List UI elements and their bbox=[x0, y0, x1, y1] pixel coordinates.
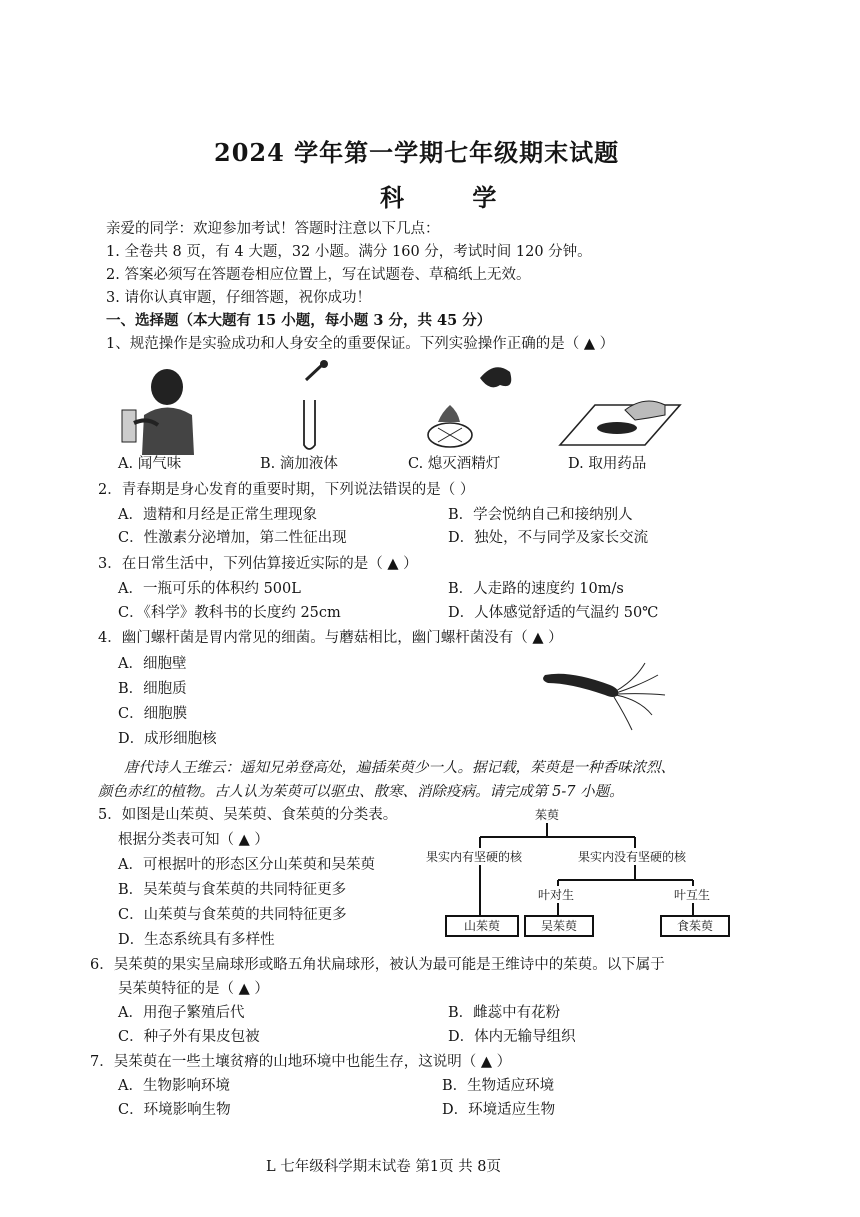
question-2-option-b[interactable]: B．学会悦纳自己和接纳别人 bbox=[448, 507, 633, 523]
question-4-option-d[interactable]: D．成形细胞核 bbox=[118, 731, 217, 747]
person-smelling-icon bbox=[112, 365, 222, 455]
tree-left-branch: 果实内有坚硬的核 bbox=[426, 850, 523, 864]
question-4-option-c[interactable]: C．细胞膜 bbox=[118, 706, 188, 722]
instruction-item: 3. 请你认真审题，仔细答题，祝你成功！ bbox=[106, 290, 371, 306]
question-2-option-d[interactable]: D．独处，不与同学及家长交流 bbox=[448, 530, 649, 546]
hand-powder-icon bbox=[555, 370, 685, 450]
question-7-stem: 7．吴茱萸在一些土壤贫瘠的山地环境中也能生存，这说明（ ▲ ） bbox=[90, 1054, 512, 1070]
question-1-option-b[interactable]: B. 滴加液体 bbox=[260, 456, 338, 472]
question-5-stem-continued: 根据分类表可知（ ▲ ） bbox=[118, 832, 269, 848]
instruction-item: 2. 答案必须写在答题卷相应位置上，写在试题卷、草稿纸上无效。 bbox=[106, 267, 531, 283]
question-6-option-a[interactable]: A．用孢子繁殖后代 bbox=[118, 1005, 245, 1021]
tree-right-branch: 果实内没有坚硬的核 bbox=[578, 850, 687, 864]
tree-leaf-shan: 山茱萸 bbox=[445, 915, 519, 937]
question-6-option-d[interactable]: D．体内无输导组织 bbox=[448, 1029, 576, 1045]
question-2-option-a[interactable]: A．遗精和月经是正常生理现象 bbox=[118, 507, 317, 523]
question-3-stem: 3．在日常生活中，下列估算接近实际的是（ ▲ ） bbox=[98, 556, 418, 572]
question-4-option-b[interactable]: B．细胞质 bbox=[118, 681, 187, 697]
instruction-item: 1. 全卷共 8 页，有 4 大题，32 小题。满分 160 分，考试时间 120 分钟。 bbox=[106, 244, 592, 260]
tree-root: 茱萸 bbox=[535, 808, 560, 822]
tree-leaf-shi: 食茱萸 bbox=[660, 915, 730, 937]
question-3-option-c[interactable]: C．《科学》教科书的长度约 25cm bbox=[118, 605, 341, 621]
question-5-stem: 5．如图是山茱萸、吴茱萸、食茱萸的分类表。 bbox=[98, 807, 398, 823]
question-1-stem: 1、规范操作是实验成功和人身安全的重要保证。下列实验操作正确的是（ ▲ ） bbox=[106, 336, 615, 352]
tree-alternate-leaves: 叶互生 bbox=[674, 888, 711, 902]
instructions-greeting: 亲爱的同学：欢迎参加考试！答题时注意以下几点： bbox=[106, 221, 440, 237]
question-1-option-d[interactable]: D. 取用药品 bbox=[568, 456, 647, 472]
subject-title: 科 学 bbox=[380, 183, 527, 212]
section-heading: 一、选择题（本大题有 15 小题，每小题 3 分，共 45 分） bbox=[106, 312, 492, 329]
question-7-option-c[interactable]: C．环境影响生物 bbox=[118, 1102, 231, 1118]
alcohol-lamp-icon bbox=[420, 360, 520, 455]
question-1-option-c[interactable]: C. 熄灭酒精灯 bbox=[408, 456, 501, 472]
tree-opposite-leaves: 叶对生 bbox=[538, 888, 575, 902]
question-3-option-b[interactable]: B．人走路的速度约 10m/s bbox=[448, 581, 624, 597]
question-4-option-a[interactable]: A．细胞壁 bbox=[118, 656, 187, 672]
question-5-option-a[interactable]: A．可根据叶的形态区分山茱萸和吴茱萸 bbox=[118, 857, 375, 873]
question-7-option-a[interactable]: A．生物影响环境 bbox=[118, 1078, 230, 1094]
question-1-option-a[interactable]: A. 闻气味 bbox=[118, 456, 182, 472]
question-6-stem: 6．吴茱萸的果实呈扁球形或略五角状扁球形，被认为最可能是王维诗中的茱萸。以下属于 bbox=[90, 957, 665, 973]
poem-passage-line-2: 颜色赤红的植物。古人认为茱萸可以驱虫、散寒、消除疫病。请完成第 5-7 小题。 bbox=[98, 784, 624, 800]
question-3-option-d[interactable]: D．人体感觉舒适的气温约 50℃ bbox=[448, 605, 659, 621]
poem-passage-line-1: 唐代诗人王维云：遥知兄弟登高处，遍插茱萸少一人。据记载，茱萸是一种香味浓烈、 bbox=[124, 760, 675, 776]
question-6-option-c[interactable]: C．种子外有果皮包被 bbox=[118, 1029, 260, 1045]
question-3-option-a[interactable]: A．一瓶可乐的体积约 500L bbox=[118, 581, 301, 597]
question-7-option-b[interactable]: B．生物适应环境 bbox=[442, 1078, 555, 1094]
question-2-option-c[interactable]: C．性激素分泌增加，第二性征出现 bbox=[118, 530, 347, 546]
question-6-option-b[interactable]: B．雌蕊中有花粉 bbox=[448, 1005, 561, 1021]
page-footer: L 七年级科学期末试卷 第1页 共 8页 bbox=[266, 1159, 502, 1175]
tree-leaf-wu: 吴茱萸 bbox=[524, 915, 594, 937]
exam-title: 2024 学年第一学期七年级期末试题 bbox=[214, 138, 620, 167]
question-5-option-d[interactable]: D．生态系统具有多样性 bbox=[118, 932, 275, 948]
question-4-stem: 4．幽门螺杆菌是胃内常见的细菌。与蘑菇相比，幽门螺杆菌没有（ ▲ ） bbox=[98, 630, 563, 646]
question-2-stem: 2．青春期是身心发育的重要时期，下列说法错误的是（ ） bbox=[98, 482, 475, 498]
question-5-option-c[interactable]: C．山茱萸与食茱萸的共同特征更多 bbox=[118, 907, 347, 923]
question-6-stem-continued: 吴茱萸特征的是（ ▲ ） bbox=[118, 981, 269, 997]
question-5-option-b[interactable]: B．吴茱萸与食茱萸的共同特征更多 bbox=[118, 882, 347, 898]
bacterium-icon bbox=[540, 655, 680, 735]
dropper-tube-icon bbox=[287, 360, 347, 455]
question-7-option-d[interactable]: D．环境适应生物 bbox=[442, 1102, 556, 1118]
